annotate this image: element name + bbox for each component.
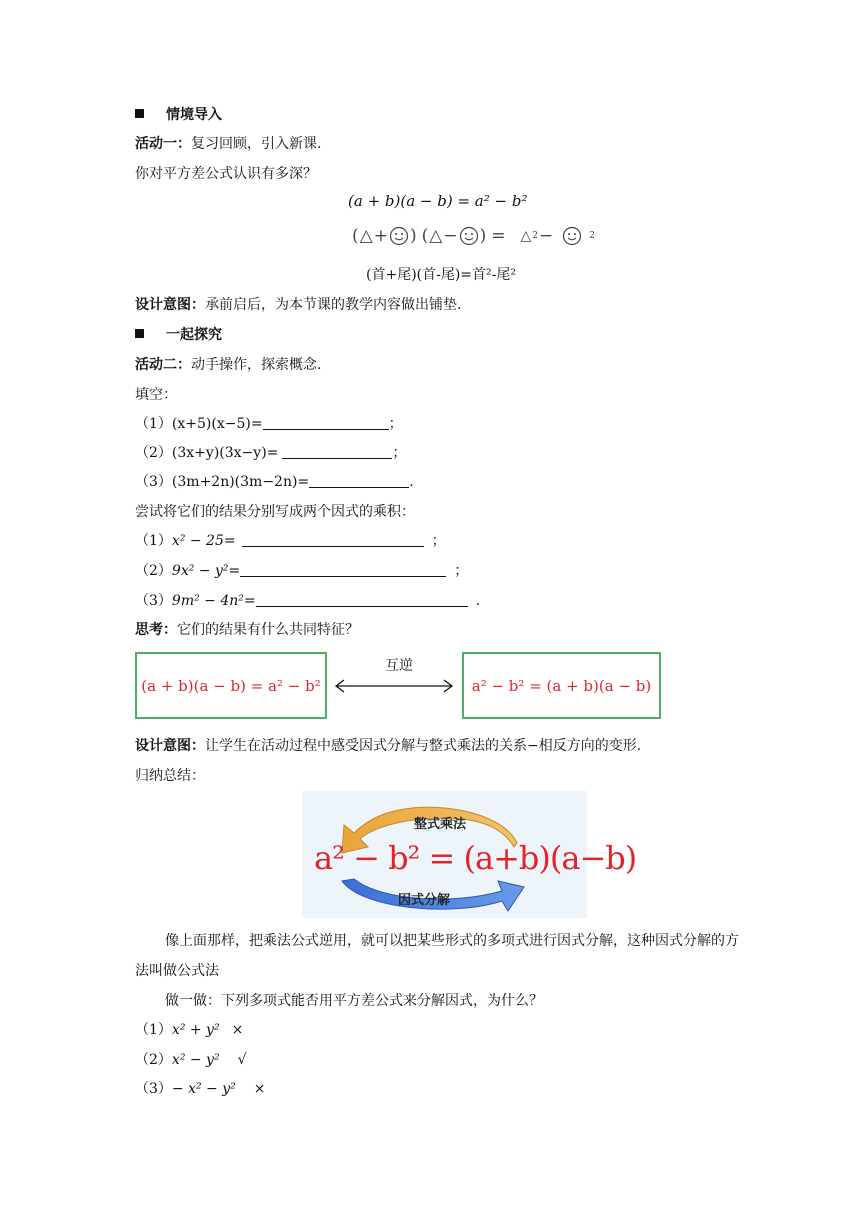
design-intent-2: 设计意图：让学生在活动过程中感受因式分解与整式乘法的关系−相反方向的变形.	[135, 738, 642, 754]
smiley-icon	[389, 226, 409, 246]
smiley-icon	[459, 226, 479, 246]
section-heading-explore: 一起探究	[135, 324, 222, 344]
diagram-bottom-label: 因式分解	[398, 893, 451, 908]
fill-item: （2）(3x+y)(3x−y)= ；	[135, 445, 407, 461]
shape-formula: ( △ + ) ( △ − ) = △ 2 − 2	[352, 226, 595, 246]
try-text: 尝试将它们的结果分别写成两个因式的乘积：	[135, 504, 415, 520]
design-intent-1: 设计意图：承前启后，为本节课的教学内容做出铺垫.	[135, 297, 462, 313]
answer-blank[interactable]	[256, 594, 468, 607]
section-heading-intro: 情境导入	[135, 104, 222, 124]
triangle-icon: △	[429, 226, 443, 246]
answer-blank[interactable]	[242, 534, 424, 547]
answer-blank[interactable]	[240, 564, 446, 577]
cross-mark-icon: ×	[231, 1022, 244, 1038]
answer-blank[interactable]	[309, 475, 409, 488]
bullet-square-icon	[135, 329, 144, 338]
summary-label: 归纳总结：	[135, 768, 205, 784]
doit-prompt: 做一做：下列多项式能否用平方差公式来分解因式，为什么？	[165, 993, 543, 1009]
triangle-icon: △	[359, 226, 373, 246]
answer-blank[interactable]	[263, 417, 389, 430]
doit-item: （2）x² − y² √	[135, 1052, 247, 1068]
fill-item: （3）(3m+2n)(3m−2n)= .	[135, 474, 414, 490]
think-prompt: 思考：它们的结果有什么共同特征？	[135, 622, 359, 638]
activity-two: 活动二：动手操作，探索概念.	[135, 357, 322, 373]
diagram-top-label: 整式乘法	[414, 817, 467, 832]
doit-item: （3）− x² − y² ×	[135, 1081, 266, 1097]
paragraph-line: 法叫做公式法	[135, 963, 219, 979]
smiley-icon	[562, 226, 582, 246]
cross-mark-icon: ×	[253, 1081, 266, 1097]
question-text: 你对平方差公式认识有多深？	[135, 166, 317, 182]
summary-diagram	[302, 791, 637, 918]
diagram-formula: a² − b² = (a+b)(a−b)	[314, 839, 637, 877]
box-multiplication: (a + b)(a − b) = a² − b²	[135, 652, 327, 719]
paragraph-line: 像上面那样，把乘法公式逆用，就可以把某些形式的多项式进行因式分解，这种因式分解的方	[165, 933, 739, 949]
fill-title: 填空：	[135, 387, 177, 403]
try-item: （3）9m² − 4n²= .	[135, 593, 481, 609]
doit-item: （1）x² + y² ×	[135, 1022, 244, 1038]
bullet-square-icon	[135, 109, 144, 118]
try-item: （2）9x² − y²= ；	[135, 563, 469, 579]
box-factorization: a² − b² = (a + b)(a − b)	[462, 652, 661, 719]
answer-blank[interactable]	[282, 446, 392, 459]
arrow-label: 互逆	[385, 658, 413, 674]
formula-head-tail: (首+尾)(首-尾)=首²-尾²	[366, 267, 516, 283]
formula-difference-of-squares: (a + b)(a − b) = a² − b²	[348, 192, 528, 210]
check-mark-icon: √	[237, 1052, 247, 1068]
fill-item: （1）(x+5)(x−5)= ；	[135, 416, 403, 432]
activity-one: 活动一：复习回顾，引入新课.	[135, 136, 322, 152]
double-arrow-icon	[333, 676, 455, 696]
try-item: （1）x² − 25= ；	[135, 533, 446, 549]
triangle-icon: △	[520, 228, 532, 244]
